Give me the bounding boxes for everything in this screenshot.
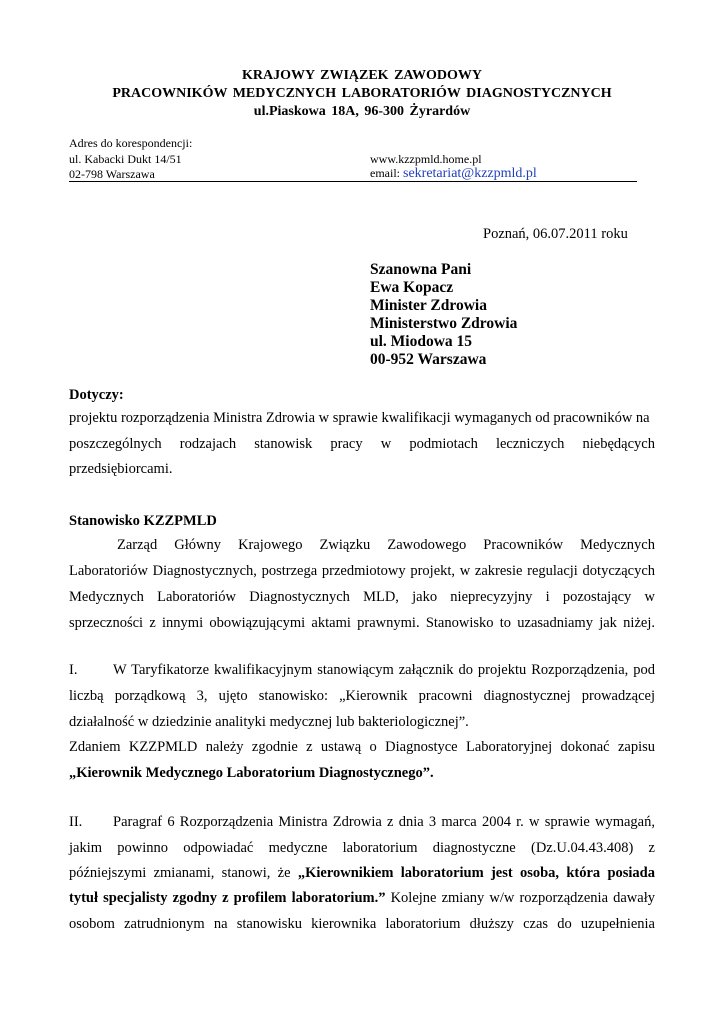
date-line: Poznań, 06.07.2011 roku: [483, 226, 628, 242]
position-line-4: sprzeczności z innymi obowiązującymi aktami prawnymi. Stanowisko to uzasadniamy jak niżej.: [69, 615, 655, 631]
section2-line-3-plain: późniejszymi zmianami, stanowi, że: [69, 865, 298, 881]
section1-line-2: liczbą porządkową 3, ujęto stanowisko: „Kierownik pracowni diagnostycznej prowadzącej: [69, 688, 655, 704]
recipient-line-4: Ministerstwo Zdrowia: [370, 315, 518, 332]
section2-line-4: [69, 889, 655, 907]
section2-line-3: [69, 864, 655, 882]
email-link[interactable]: sekretariat@kzzpmld.pl: [403, 166, 537, 181]
correspondence-city: 02-798 Warszawa: [69, 167, 155, 181]
correspondence-label: Adres do korespondencji:: [69, 136, 193, 150]
union-name-line1: KRAJOWY ZWIĄZEK ZAWODOWY: [242, 68, 482, 83]
website-link[interactable]: www.kzzpmld.home.pl: [370, 152, 482, 166]
section2-line-2: jakim powinno odpowiadać medyczne laboratorium diagnostyczne (Dz.U.04.43.408) z: [69, 840, 655, 856]
section1-line-4: Zdaniem KZZPMLD należy zgodnie z ustawą o Diagnostyce Laboratoryjnej dokonać zapisu: [69, 739, 655, 755]
position-line-1: Zarząd Główny Krajowego Związku Zawodowego Pracowników Medycznych: [117, 537, 655, 553]
section1-numeral: I.: [69, 662, 78, 678]
section1-line-5: „Kierownik Medycznego Laboratorium Diagnostycznego”.: [69, 765, 434, 781]
subject-line-1: projektu rozporządzenia Ministra Zdrowia w sprawie kwalifikacji wymaganych od pracowników na: [69, 410, 650, 426]
section2-line-4-bold: tytuł specjalisty zgodny z profilem laboratorium.”: [69, 890, 386, 906]
section1-line-3: działalność w dziedzinie analityki medycznej lub bakteriologicznej”.: [69, 714, 469, 730]
email-line: [370, 166, 537, 181]
section1-line-1: W Taryfikatorze kwalifikacyjnym stanowiącym załącznik do projektu Rozporządzenia, pod: [113, 662, 655, 678]
position-heading: Stanowisko KZZPMLD: [69, 513, 217, 529]
section2-line-4-plain: Kolejne zmiany w/w rozporządzenia dawały: [385, 890, 655, 906]
subject-line-3: przedsiębiorcami.: [69, 461, 173, 477]
recipient-line-1: Szanowna Pani: [370, 261, 472, 278]
position-line-3: Medycznych Laboratoriów Diagnostycznych MLD, jako nieprecyzyjny i pozostający w: [69, 589, 655, 605]
recipient-line-5: ul. Miodowa 15: [370, 333, 473, 350]
section2-line-1: Paragraf 6 Rozporządzenia Ministra Zdrowia z dnia 3 marca 2004 r. w sprawie wymagań,: [113, 814, 655, 830]
email-label: email:: [370, 166, 403, 180]
recipient-line-3: Minister Zdrowia: [370, 297, 487, 314]
recipient-line-2: Ewa Kopacz: [370, 279, 454, 296]
recipient-line-6: 00-952 Warszawa: [370, 351, 487, 368]
section2-line-5: osobom zatrudnionym na stanowisku kierownika laboratorium dłuższy czas do uzupełnienia: [69, 916, 655, 932]
section2-line-3-bold: „Kierownikiem laboratorium jest osoba, która posiada: [297, 865, 655, 881]
union-name-line2: PRACOWNIKÓW MEDYCZNYCH LABORATORIÓW DIAGNOSTYCZNYCH: [112, 86, 612, 101]
subject-line-2: poszczególnych rodzajach stanowisk pracy w podmiotach leczniczych niebędących: [69, 436, 655, 452]
union-address: ul.Piaskowa 18A, 96-300 Żyrardów: [253, 104, 471, 119]
correspondence-street: ul. Kabacki Dukt 14/51: [69, 152, 182, 166]
header-divider: [69, 181, 637, 182]
position-line-2: Laboratoriów Diagnostycznych, postrzega przedmiotowy projekt, w zakresie regulacji dotyczących: [69, 563, 655, 579]
section2-numeral: II.: [69, 814, 83, 830]
subject-label: Dotyczy:: [69, 387, 124, 403]
